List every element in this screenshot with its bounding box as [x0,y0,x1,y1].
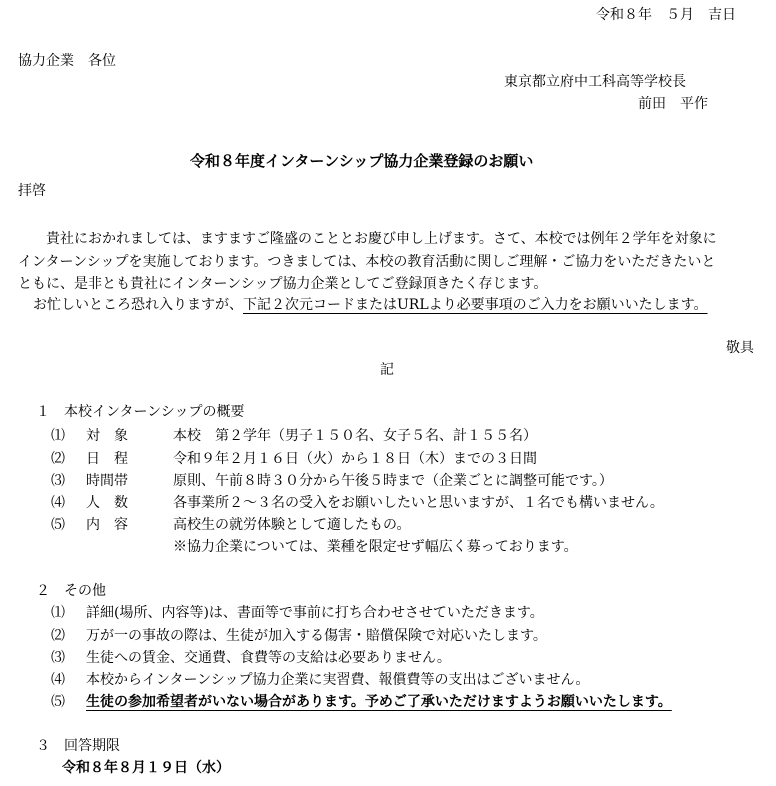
item-text: 本校 第２学年（男子１５０名、女子５名、計１５５名） [173,428,537,444]
item-label: 時間帯 [86,473,128,489]
section2-heading: ２ その他 [36,583,106,599]
item-number: ⑷ [51,495,65,511]
body-line-4-prefix: お忙しいところ恐れ入りますが、 [33,297,243,313]
closing: 敬具 [726,340,754,356]
document-date: 令和８年 ５月 吉日 [596,7,736,23]
body-line-4 [33,298,708,312]
sender-name: 前田 平作 [638,96,708,112]
recipient: 協力企業 各位 [18,53,116,69]
deadline-date: 令和８年８月１９日（水） [62,760,230,776]
section1-note: ※協力企業については、業種を限定せず幅広く募っております。 [173,539,578,555]
item-text: 詳細(場所、内容等)は、書面等で事前に打ち合わせさせていただきます。 [86,605,544,621]
document-title: 令和８年度インターンシップ協力企業登録のお願い [190,152,534,170]
item-number: ⑶ [51,473,65,489]
item-label: 日 程 [86,451,128,467]
item-text: 生徒への賃金、交通費、食費等の支給は必要ありません。 [86,650,451,666]
item-text: 高校生の就労体験として適したもの。 [173,517,411,533]
item-text: 万が一の事故の際は、生徒が加入する傷害・賠償保険で対応いたします。 [86,628,547,644]
item-number: ⑸ [51,517,65,533]
item-number: ⑵ [51,451,65,467]
item-number: ⑵ [51,628,65,644]
item-text: 原則、午前８時３０分から午後５時まで（企業ごとに調整可能です。） [173,473,613,489]
item-number: ⑷ [51,672,65,688]
item-number: ⑴ [51,605,65,621]
body-line-3: ともに、是非とも貴社にインターンシップ協力企業としてご登録頂きたく存じます。 [18,276,548,292]
section1-heading: １ 本校インターンシップの概要 [36,404,245,420]
qr-url-instruction: 下記２次元コードまたはURLより必要事項のご入力をお願いいたします。 [243,297,708,313]
body-line-2: インターンシップを実施しております。つきましては、本校の教育活動に関しご理解・ご協力をいただきたいと [18,254,716,270]
item-text: 令和９年２月１６日（火）から１８日（木）までの３日間 [173,451,537,467]
item-label: 内 容 [86,517,128,533]
item-number: ⑴ [51,428,65,444]
item-label: 人 数 [86,495,128,511]
greeting: 拝啓 [18,183,46,199]
body-line-1: 貴社におかれましては、ますますご隆盛のこととお慶び申し上げます。さて、本校では例年２学年を対象に [46,231,717,247]
item-number: ⑶ [51,650,65,666]
item-text: 本校からインターンシップ協力企業に実習費、報償費等の支出はございません。 [86,672,590,688]
item-label: 対 象 [86,428,128,444]
ki-heading: 記 [380,362,394,378]
item-text: 各事業所２～３名の受入をお願いしたいと思いますが、１名でも構いません。 [173,495,664,511]
item-number: ⑸ [51,694,65,710]
section3-heading: ３ 回答期限 [36,738,120,754]
item-text-emphasis: 生徒の参加希望者がいない場合があります。予めご了承いただけますようお願いいたします。 [86,694,672,710]
sender-school: 東京都立府中工科高等学校長 [504,74,686,90]
